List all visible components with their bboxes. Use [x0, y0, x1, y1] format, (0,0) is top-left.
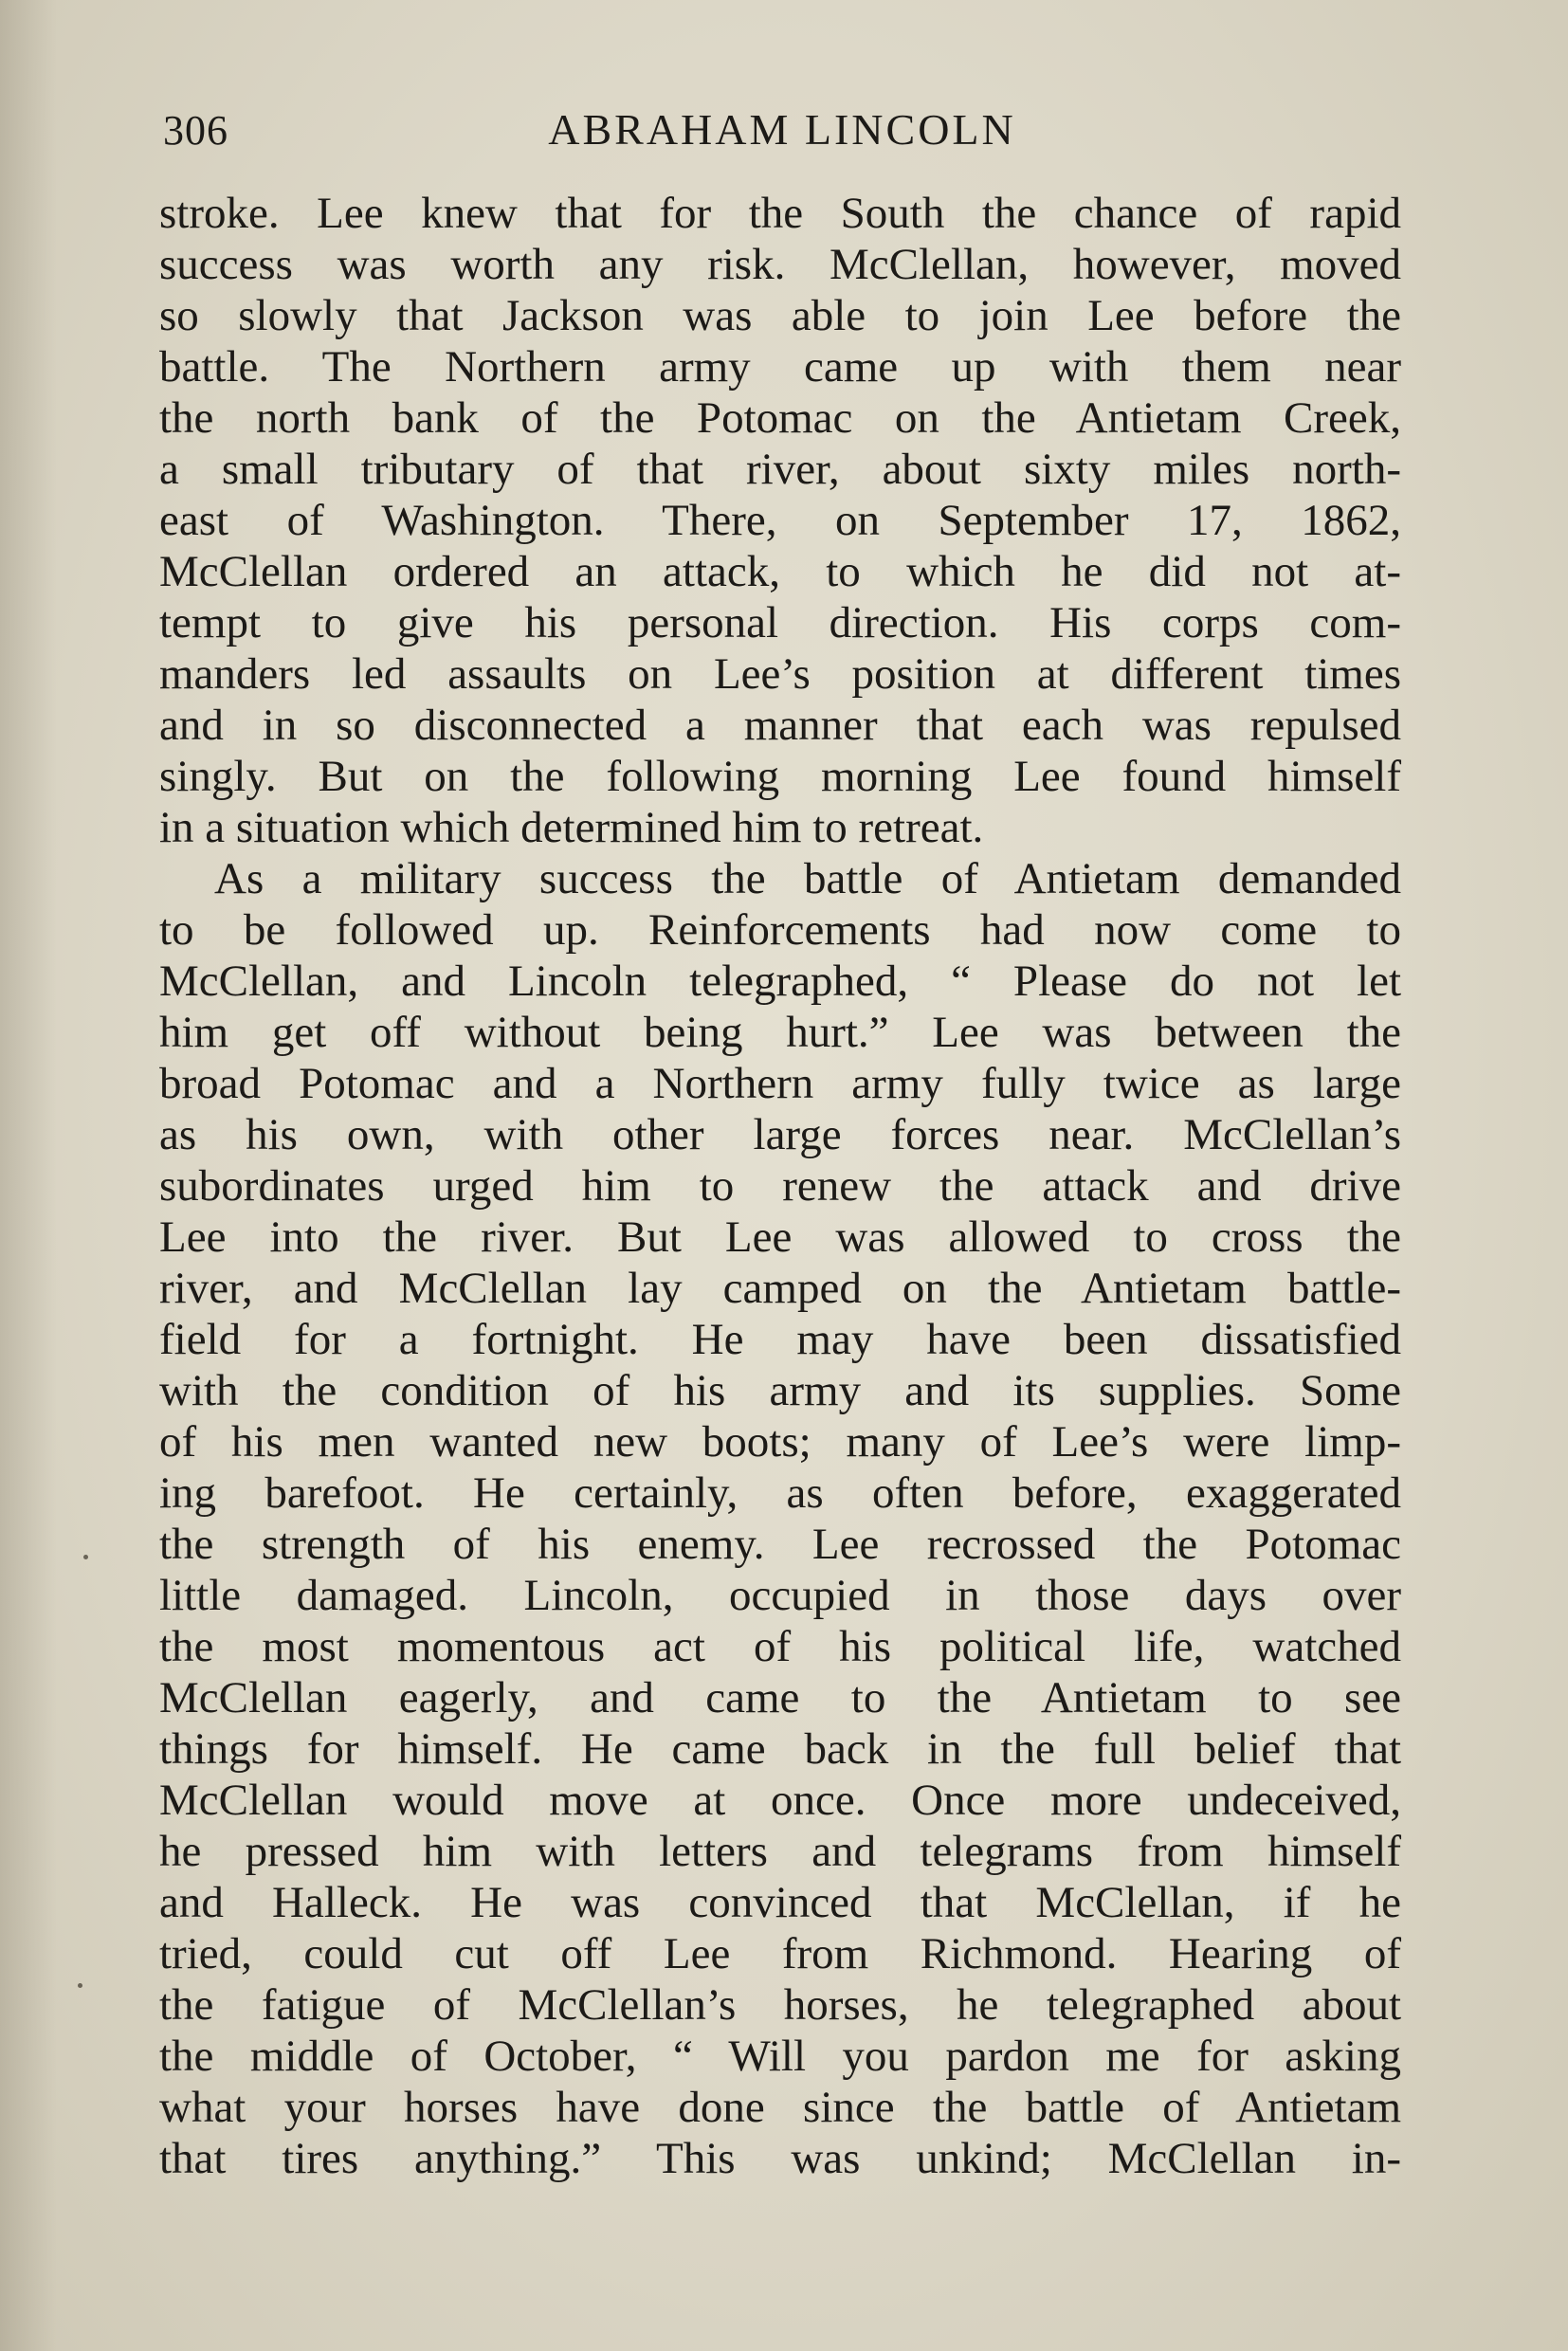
text-line: tried, could cut off Lee from Richmond. Hearing of — [159, 1929, 1401, 1978]
text-line: manders led assaults on Lee’s position at different times — [159, 649, 1401, 699]
text-line: field for a fortnight. He may have been dissatisfied — [159, 1315, 1401, 1364]
paper-speck — [83, 1555, 88, 1559]
text-line: the fatigue of McClellan’s horses, he telegraphed about — [159, 1980, 1401, 2030]
text-line: what your horses have done since the battle of Antietam — [159, 2083, 1401, 2132]
body-text — [159, 188, 1401, 2184]
text-line: with the condition of his army and its supplies. Some — [159, 1366, 1401, 1415]
text-line: that tires anything.” This was unkind; McClellan in- — [159, 2134, 1401, 2183]
text-line: east of Washington. There, on September 17, 1862, — [159, 496, 1401, 545]
text-line: so slowly that Jackson was able to join Lee before the — [159, 291, 1401, 340]
text-line: McClellan ordered an attack, to which he did not at- — [159, 547, 1401, 596]
running-head: ABRAHAM LINCOLN — [548, 105, 1016, 154]
text-line: subordinates urged him to renew the attack and drive — [159, 1161, 1401, 1211]
text-line: stroke. Lee knew that for the South the chance of rapid — [159, 189, 1401, 238]
text-line: river, and McClellan lay camped on the Antietam battle- — [159, 1264, 1401, 1313]
text-line: the most momentous act of his political life, watched — [159, 1622, 1401, 1671]
text-line: as his own, with other large forces near. McClellan’s — [159, 1110, 1401, 1159]
text-line: McClellan eagerly, and came to the Antietam to see — [159, 1673, 1401, 1722]
text-line: success was worth any risk. McClellan, however, moved — [159, 240, 1401, 289]
page-header — [161, 99, 1403, 165]
text-line: the strength of his enemy. Lee recrossed the Potomac — [159, 1520, 1401, 1569]
text-line: broad Potomac and a Northern army fully twice as large — [159, 1059, 1401, 1108]
text-line: he pressed him with letters and telegrams from himself — [159, 1827, 1401, 1876]
text-line: and Halleck. He was convinced that McClellan, if he — [159, 1878, 1401, 1927]
text-line: As a military success the battle of Antietam demanded — [214, 854, 1401, 903]
text-line: things for himself. He came back in the full belief that — [159, 1724, 1401, 1774]
text-line: little damaged. Lincoln, occupied in those days over — [159, 1571, 1401, 1620]
text-line: a small tributary of that river, about sixty miles north- — [159, 445, 1401, 494]
text-line: ing barefoot. He certainly, as often before, exaggerated — [159, 1468, 1401, 1518]
spine-shadow — [0, 0, 57, 2351]
text-line: McClellan, and Lincoln telegraphed, “ Please do not let — [159, 957, 1401, 1006]
page-number: 306 — [163, 107, 228, 154]
text-line: Lee into the river. But Lee was allowed to cross the — [159, 1212, 1401, 1262]
text-line: battle. The Northern army came up with them near — [159, 342, 1401, 392]
text-line: McClellan would move at once. Once more undeceived, — [159, 1776, 1401, 1825]
paper-speck — [78, 1983, 82, 1988]
text-line: him get off without being hurt.” Lee was between the — [159, 1008, 1401, 1057]
text-line: tempt to give his personal direction. His corps com- — [159, 598, 1401, 647]
text-line: the north bank of the Potomac on the Antietam Creek, — [159, 393, 1401, 443]
text-line: singly. But on the following morning Lee found himself — [159, 752, 1401, 801]
text-line: to be followed up. Reinforcements had now come to — [159, 905, 1401, 955]
text-line: of his men wanted new boots; many of Lee’s were limp- — [159, 1417, 1401, 1467]
text-line: and in so disconnected a manner that each was repulsed — [159, 701, 1401, 750]
text-line: the middle of October, “ Will you pardon me for asking — [159, 2032, 1401, 2081]
text-line: in a situation which determined him to retreat. — [159, 803, 984, 852]
